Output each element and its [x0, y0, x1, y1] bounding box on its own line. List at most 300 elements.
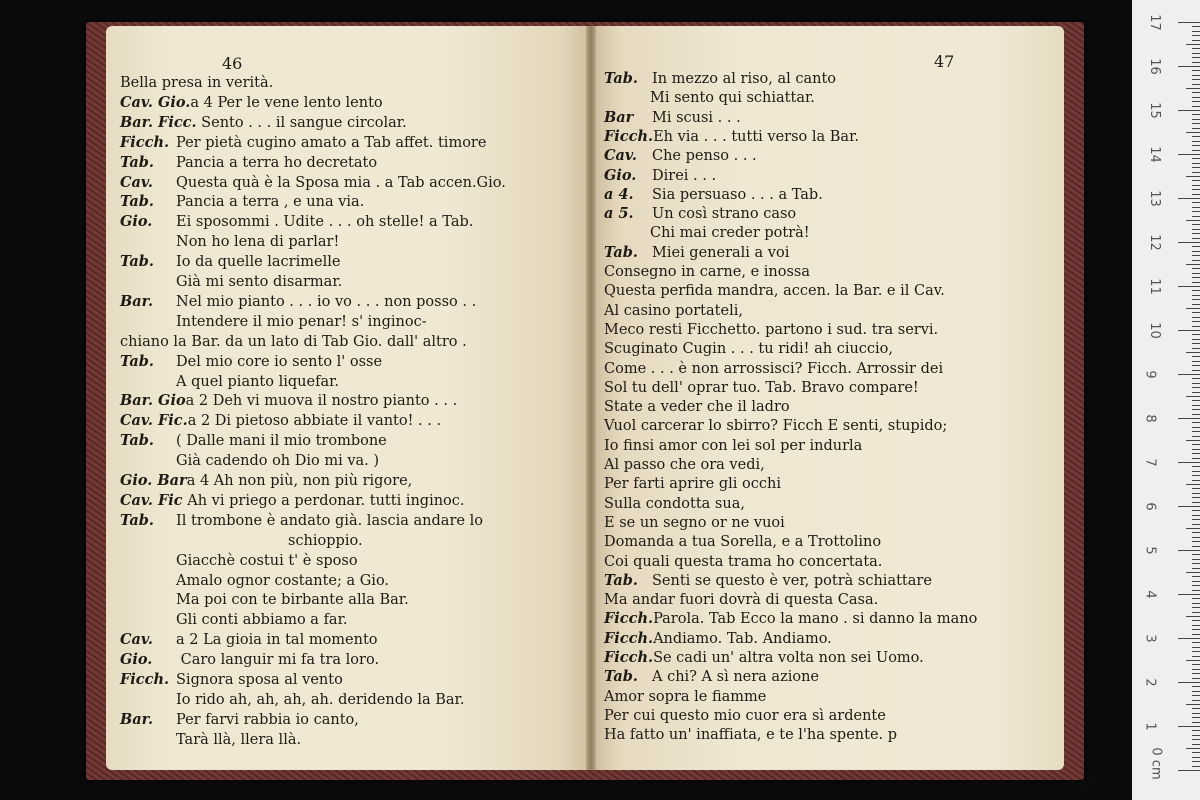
text-line: [604, 707, 886, 725]
ruler-tick: [1192, 233, 1200, 234]
line-text: Andiamo. Tab. Andiamo.: [653, 630, 832, 647]
ruler-tick: [1186, 132, 1200, 133]
text-line: [604, 668, 819, 686]
ruler-tick: [1192, 119, 1200, 120]
speaker-label: Bar.: [120, 710, 154, 728]
line-text: Amor sopra le fiamme: [604, 688, 767, 705]
ruler-tick: [1192, 202, 1200, 203]
text-line: [604, 533, 881, 551]
ruler-tick: [1178, 110, 1200, 111]
ruler-tick: [1192, 387, 1200, 388]
line-text: Consegno in carne, e inossa: [604, 264, 810, 280]
speaker-label: Bar. Gio: [120, 392, 186, 410]
text-line: [120, 114, 407, 132]
speaker-label: Tab.: [120, 432, 154, 450]
ruler-tick: [1192, 431, 1200, 432]
ruler-tick: [1192, 563, 1200, 564]
text-line: [120, 412, 441, 430]
speaker-label: Cav.: [604, 147, 637, 165]
speaker-label: Tab.: [120, 153, 154, 171]
speaker-label: Ficch.: [604, 610, 654, 628]
line-text: Mi sento qui schiattar.: [650, 90, 815, 107]
speaker-label: Tab.: [604, 571, 638, 589]
ruler-tick: [1192, 79, 1200, 80]
line-text: Io rido ah, ah, ah, ah. deridendo la Bar.: [176, 691, 465, 708]
line-text: E se un segno or ne vuoi: [604, 514, 785, 531]
ruler-tick: [1192, 598, 1200, 599]
line-text: Parola. Tab Ecco la mano . si danno la mano: [653, 611, 978, 628]
ruler-tick: [1192, 493, 1200, 494]
line-text: Che penso . . .: [652, 148, 757, 165]
text-line: [604, 263, 810, 281]
ruler-tick: [1192, 664, 1200, 665]
ruler-tick: [1192, 326, 1200, 327]
ruler-tick: [1192, 620, 1200, 621]
ruler-tick: [1178, 330, 1200, 331]
ruler-tick: [1192, 678, 1200, 679]
ruler-number: 4: [1142, 590, 1158, 599]
line-text: Sento . . . il sangue circolar.: [196, 114, 407, 131]
line-text: a 2 Di pietoso abbiate il vanto! . . .: [187, 413, 442, 430]
ruler-tick: [1192, 251, 1200, 252]
speaker-label: Tab.: [604, 70, 638, 87]
ruler-tick: [1192, 669, 1200, 670]
text-line: [120, 611, 348, 629]
text-line: [604, 224, 810, 242]
ruler-tick: [1192, 673, 1200, 674]
ruler-tick: [1192, 766, 1200, 767]
text-line: [120, 671, 343, 689]
ruler-number: 15: [1146, 102, 1162, 119]
ruler-number: 2: [1142, 678, 1158, 687]
ruler-tick: [1192, 295, 1200, 296]
text-line: [604, 688, 766, 706]
speaker-label: Cav. Fic.: [120, 412, 188, 430]
ruler-tick: [1192, 150, 1200, 151]
line-text: Eh via . . . tutti verso la Bar.: [653, 128, 860, 145]
left-page: [106, 26, 590, 770]
speaker-label: Ficch.: [120, 133, 170, 151]
ruler-tick: [1192, 647, 1200, 648]
ruler-tick: [1192, 761, 1200, 762]
ruler-tick: [1192, 312, 1200, 313]
speaker-label: Gio.: [120, 651, 153, 669]
ruler-tick: [1192, 449, 1200, 450]
speaker-label: Tab.: [120, 193, 154, 211]
measuring-ruler: [1132, 0, 1200, 800]
text-line: [604, 89, 815, 107]
ruler-tick: [1186, 528, 1200, 529]
right-page-number: 47: [934, 52, 955, 71]
text-line: [604, 610, 977, 628]
ruler-tick: [1192, 541, 1200, 542]
speaker-label: Ficch.: [604, 629, 654, 647]
text-line: [604, 186, 823, 204]
ruler-tick: [1186, 352, 1200, 353]
line-text: Miei generali a voi: [652, 244, 790, 261]
speaker-label: Cav.: [120, 173, 153, 191]
text-line: [120, 492, 465, 510]
line-text: Per cui questo mio cuor era sì ardente: [604, 707, 886, 724]
ruler-tick: [1192, 378, 1200, 379]
line-text: Intendere il mio penar! s' inginoc-: [176, 313, 427, 330]
ruler-tick: [1192, 84, 1200, 85]
ruler-number: 5: [1142, 546, 1158, 555]
ruler-tick: [1186, 748, 1200, 749]
ruler-tick: [1192, 172, 1200, 173]
text-line: [604, 417, 947, 435]
ruler-tick: [1192, 502, 1200, 503]
text-line: [120, 572, 389, 590]
ruler-tick: [1192, 167, 1200, 168]
ruler-tick: [1192, 141, 1200, 142]
text-line: [604, 379, 919, 397]
ruler-tick: [1192, 48, 1200, 49]
book-gutter: [586, 26, 596, 770]
line-text: Al casino portateli,: [604, 302, 743, 319]
line-text: Ah vi priego a perdonar. tutti inginoc.: [182, 492, 465, 509]
ruler-tick: [1192, 739, 1200, 740]
text-line: [120, 691, 464, 709]
ruler-tick: [1192, 559, 1200, 560]
line-text: schioppio.: [288, 532, 363, 549]
ruler-tick: [1192, 392, 1200, 393]
speaker-label: Bar.: [120, 292, 154, 310]
line-text: Vuol carcerar lo sbirro? Ficch E senti, stupido;: [604, 418, 948, 435]
line-text: Per farvi rabbia io canto,: [176, 711, 359, 728]
ruler-tick: [1192, 515, 1200, 516]
ruler-tick: [1192, 53, 1200, 54]
ruler-number: 17: [1146, 14, 1162, 31]
ruler-tick: [1192, 695, 1200, 696]
ruler-tick: [1192, 422, 1200, 423]
line-text: Ha fatto un' inaffiata, e te l'ha spente. p: [604, 727, 898, 744]
line-text: Meco resti Ficchetto. partono i sud. tra servi.: [604, 321, 939, 338]
ruler-number: 1: [1142, 722, 1158, 731]
ruler-tick: [1192, 612, 1200, 613]
line-text: Già cadendo oh Dio mi va. ): [176, 453, 380, 470]
line-text: Signora sposa al vento: [176, 672, 343, 688]
ruler-tick: [1192, 717, 1200, 718]
speaker-label: a 4.: [604, 185, 634, 203]
text-line: [604, 437, 862, 455]
ruler-tick: [1186, 220, 1200, 221]
line-text: Chi mai creder potrà!: [650, 225, 810, 242]
ruler-tick: [1186, 440, 1200, 441]
line-text: Ma andar fuori dovrà di questa Casa.: [604, 592, 879, 609]
ruler-number: 16: [1146, 58, 1162, 75]
text-line: [120, 313, 427, 331]
ruler-tick: [1192, 101, 1200, 102]
line-text: Gli conti abbiamo a far.: [176, 612, 348, 629]
speaker-label: Bar: [604, 108, 634, 126]
text-line: [120, 94, 383, 112]
ruler-tick: [1192, 471, 1200, 472]
ruler-tick: [1192, 114, 1200, 115]
ruler-tick: [1178, 154, 1200, 155]
text-line: [120, 651, 379, 669]
speaker-label: Cav. Gio.: [120, 93, 191, 111]
ruler-tick: [1192, 691, 1200, 692]
line-text: Senti se questo è ver, potrà schiattare: [652, 572, 932, 589]
ruler-tick: [1192, 268, 1200, 269]
ruler-tick: [1192, 158, 1200, 159]
line-text: a 4 Ah non più, non più rigore,: [186, 473, 413, 489]
ruler-tick: [1192, 31, 1200, 32]
ruler-tick: [1192, 224, 1200, 225]
line-text: Tarà llà, llera llà.: [176, 731, 302, 748]
line-text: Caro languir mi fa tra loro.: [176, 652, 380, 669]
text-line: [120, 373, 339, 391]
left-page-number: 46: [222, 54, 243, 73]
ruler-tick: [1192, 713, 1200, 714]
ruler-tick: [1192, 35, 1200, 36]
speaker-label: Bar. Ficc.: [120, 113, 197, 131]
ruler-tick: [1192, 458, 1200, 459]
ruler-tick: [1192, 629, 1200, 630]
ruler-tick: [1192, 480, 1200, 481]
line-text: Direi . . .: [652, 167, 717, 184]
ruler-tick: [1192, 585, 1200, 586]
text-line: [604, 553, 882, 571]
text-line: [604, 398, 790, 416]
ruler-tick: [1192, 752, 1200, 753]
line-text: Per farti aprire gli occhi: [604, 476, 781, 493]
ruler-tick: [1192, 568, 1200, 569]
text-line: [120, 213, 473, 231]
line-text: Già mi sento disarmar.: [176, 274, 343, 290]
ruler-tick: [1186, 396, 1200, 397]
speaker-label: Tab.: [604, 243, 638, 261]
ruler-tick: [1192, 405, 1200, 406]
speaker-label: Ficch.: [604, 127, 654, 145]
ruler-tick: [1192, 365, 1200, 366]
text-line: [120, 233, 339, 251]
line-text: Se cadi un' altra volta non sei Uomo.: [653, 650, 924, 666]
ruler-number: 9: [1142, 370, 1158, 379]
ruler-number: 7: [1142, 458, 1158, 467]
text-line: [120, 293, 476, 311]
ruler-tick: [1192, 70, 1200, 71]
text-line: [120, 591, 409, 609]
ruler-tick: [1178, 506, 1200, 507]
ruler-tick: [1192, 194, 1200, 195]
line-text: State a veder che il ladro: [604, 399, 790, 416]
ruler-tick: [1192, 414, 1200, 415]
speaker-label: Gio. Bar: [120, 472, 187, 489]
speaker-label: Cav.: [120, 631, 153, 649]
line-text: Scuginato Cugin . . . tu ridi! ah ciuccio,: [604, 341, 894, 358]
ruler-tick: [1192, 488, 1200, 489]
ruler-tick: [1178, 66, 1200, 67]
ruler-tick: [1192, 453, 1200, 454]
ruler-tick: [1192, 334, 1200, 335]
ruler-tick: [1192, 40, 1200, 41]
ruler-tick: [1192, 97, 1200, 98]
ruler-tick: [1192, 634, 1200, 635]
line-text: a 4 Per le vene lento lento: [190, 94, 383, 111]
ruler-tick: [1192, 299, 1200, 300]
ruler-unit: 0 cm: [1148, 747, 1164, 780]
ruler-tick: [1192, 229, 1200, 230]
ruler-tick: [1186, 176, 1200, 177]
ruler-tick: [1192, 383, 1200, 384]
line-text: Mi scusi . . .: [652, 109, 741, 126]
ruler-tick: [1192, 537, 1200, 538]
line-text: Sol tu dell' oprar tuo. Tab. Bravo compare!: [604, 379, 919, 396]
ruler-tick: [1192, 255, 1200, 256]
right-page: [592, 26, 1064, 770]
text-line: [604, 340, 893, 358]
ruler-tick: [1192, 744, 1200, 745]
line-text: Nel mio pianto . . . io vo . . . non posso . .: [176, 293, 477, 310]
line-text: Bella presa in verità.: [120, 75, 274, 91]
text-line: [120, 631, 378, 649]
line-text: Ma poi con te birbante alla Bar.: [176, 592, 409, 609]
line-text: Sulla condotta sua,: [604, 495, 745, 512]
line-text: Amalo ognor costante; a Gio.: [176, 572, 390, 589]
line-text: Il trombone è andato già. lascia andare lo: [176, 512, 483, 529]
ruler-tick: [1178, 374, 1200, 375]
ruler-tick: [1192, 26, 1200, 27]
speaker-label: Tab.: [120, 253, 154, 271]
line-text: Domanda a tua Sorella, e a Trottolino: [604, 534, 882, 551]
ruler-tick: [1192, 189, 1200, 190]
text-line: [604, 244, 789, 262]
ruler-tick: [1186, 660, 1200, 661]
text-line: [604, 456, 765, 474]
ruler-number: 6: [1142, 502, 1158, 511]
ruler-tick: [1192, 532, 1200, 533]
ruler-tick: [1192, 343, 1200, 344]
ruler-tick: [1192, 260, 1200, 261]
text-line: [120, 472, 412, 490]
text-line: [120, 512, 483, 530]
text-line: [120, 392, 457, 410]
text-line: [120, 353, 382, 371]
ruler-number: 11: [1146, 278, 1162, 295]
line-text: a 2 La gioia in tal momento: [176, 632, 378, 649]
ruler-tick: [1178, 682, 1200, 683]
ruler-tick: [1192, 92, 1200, 93]
ruler-tick: [1192, 216, 1200, 217]
text-line: [120, 432, 387, 450]
ruler-tick: [1192, 339, 1200, 340]
ruler-tick: [1192, 722, 1200, 723]
text-line: [604, 167, 716, 185]
text-line: [604, 282, 945, 300]
ruler-tick: [1192, 282, 1200, 283]
text-line: [120, 174, 506, 192]
ruler-tick: [1178, 462, 1200, 463]
speaker-label: Gio.: [120, 213, 153, 231]
line-text: Al passo che ora vedi,: [604, 457, 765, 473]
ruler-tick: [1192, 510, 1200, 511]
ruler-tick: [1186, 308, 1200, 309]
ruler-tick: [1192, 519, 1200, 520]
ruler-tick: [1192, 163, 1200, 164]
ruler-tick: [1192, 180, 1200, 181]
ruler-tick: [1192, 466, 1200, 467]
ruler-tick: [1192, 475, 1200, 476]
ruler-tick: [1192, 317, 1200, 318]
text-line: [120, 532, 363, 550]
ruler-tick: [1178, 770, 1200, 771]
ruler-tick: [1192, 290, 1200, 291]
line-text: Pancia a terra , e una via.: [176, 194, 365, 211]
text-line: [604, 205, 796, 223]
ruler-tick: [1192, 145, 1200, 146]
ruler-tick: [1186, 88, 1200, 89]
ruler-tick: [1192, 625, 1200, 626]
text-line: [120, 731, 301, 749]
text-line: [604, 302, 743, 320]
line-text: Sia persuaso . . . a Tab.: [652, 186, 823, 203]
line-text: A quel pianto liquefar.: [176, 373, 340, 390]
ruler-tick: [1192, 136, 1200, 137]
line-text: Io da quelle lacrimelle: [176, 254, 341, 271]
ruler-tick: [1192, 757, 1200, 758]
ruler-tick: [1192, 321, 1200, 322]
ruler-tick: [1186, 704, 1200, 705]
ruler-tick: [1192, 656, 1200, 657]
ruler-tick: [1192, 246, 1200, 247]
ruler-tick: [1192, 607, 1200, 608]
text-line: [604, 475, 781, 493]
ruler-tick: [1192, 277, 1200, 278]
line-text: ( Dalle mani il mio trombone: [176, 433, 387, 450]
ruler-tick: [1192, 400, 1200, 401]
ruler-tick: [1178, 22, 1200, 23]
text-line: [604, 591, 878, 609]
line-text: Questa quà è la Sposa mia . a Tab accen.Gio.: [176, 174, 506, 191]
speaker-label: Cav. Fic: [120, 491, 183, 509]
ruler-tick: [1192, 686, 1200, 687]
line-text: Io finsi amor con lei sol per indurla: [604, 437, 863, 454]
text-line: [604, 572, 932, 590]
ruler-tick: [1192, 554, 1200, 555]
ruler-tick: [1192, 730, 1200, 731]
ruler-number: 10: [1146, 322, 1162, 339]
text-line: [120, 154, 377, 172]
line-text: Del mio core io sento l' osse: [176, 353, 383, 370]
ruler-tick: [1178, 594, 1200, 595]
ruler-tick: [1178, 418, 1200, 419]
text-line: [120, 74, 273, 92]
ruler-tick: [1192, 497, 1200, 498]
ruler-tick: [1178, 638, 1200, 639]
ruler-tick: [1192, 356, 1200, 357]
ruler-tick: [1178, 242, 1200, 243]
line-text: chiano la Bar. da un lato di Tab Gio. dall' altro .: [120, 333, 467, 350]
ruler-tick: [1192, 444, 1200, 445]
ruler-tick: [1192, 128, 1200, 129]
ruler-number: 14: [1146, 146, 1162, 163]
ruler-tick: [1192, 700, 1200, 701]
line-text: Non ho lena di parlar!: [176, 234, 340, 251]
speaker-label: a 5.: [604, 205, 634, 223]
ruler-number: 13: [1146, 190, 1162, 207]
ruler-tick: [1192, 409, 1200, 410]
ruler-tick: [1192, 735, 1200, 736]
text-line: [604, 649, 924, 667]
ruler-number: 12: [1146, 234, 1162, 251]
speaker-label: Tab.: [120, 511, 154, 529]
text-line: [604, 514, 785, 532]
line-text: Un così strano caso: [652, 206, 797, 223]
ruler-tick: [1192, 62, 1200, 63]
ruler-tick: [1192, 348, 1200, 349]
